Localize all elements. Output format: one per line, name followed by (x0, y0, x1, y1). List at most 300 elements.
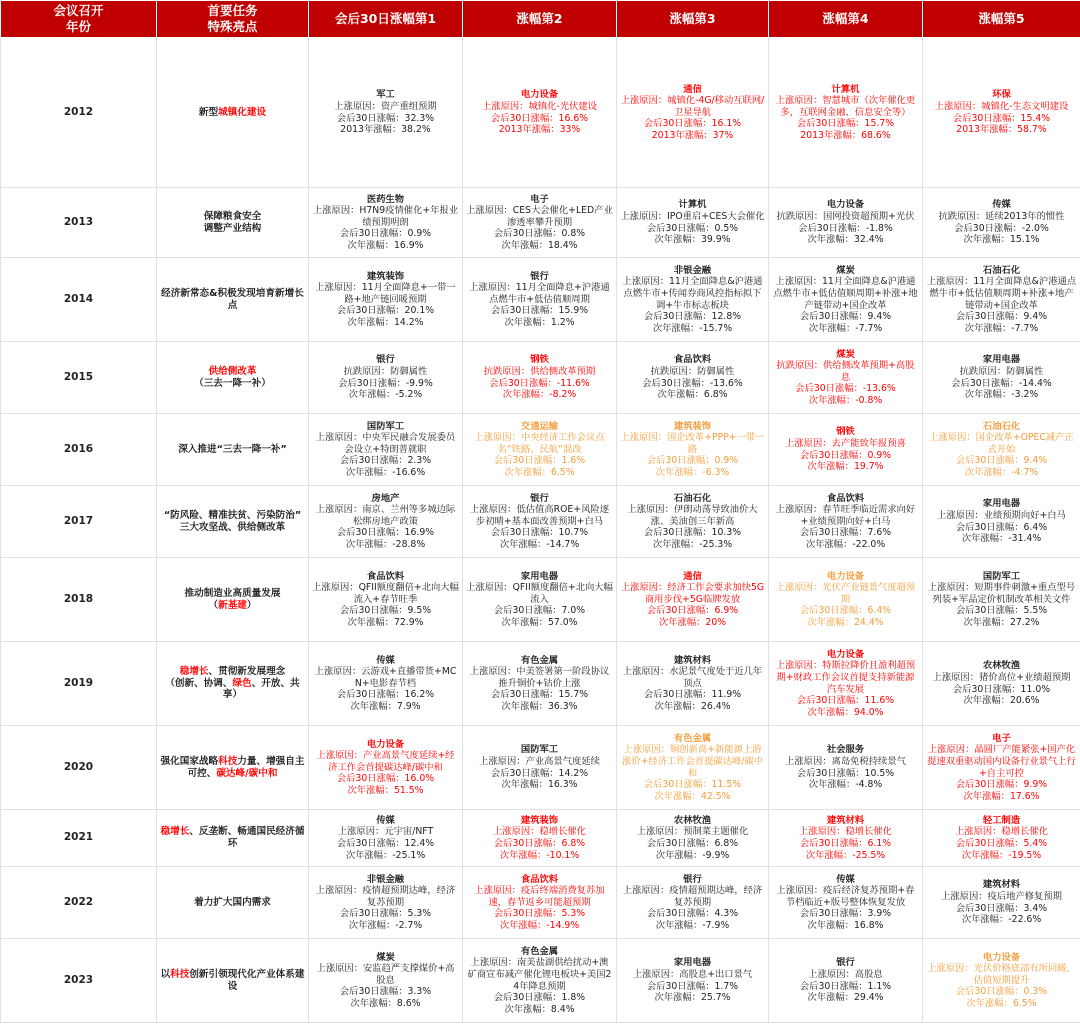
reason-line: 上涨原因：离岛免税持续景气 (785, 755, 906, 767)
rank-1-cell (309, 486, 463, 558)
rank-3-cell (617, 939, 769, 1023)
return-line: 次年涨幅：1.2% (504, 316, 575, 328)
return-line: 次年涨幅：25.7% (654, 992, 731, 1004)
return-line: 会后30日涨幅：11.5% (643, 779, 742, 791)
reason-line: 抗跌原因：国网投资超预期+光伏 (776, 210, 915, 222)
return-line: 会后30日涨幅：16.1% (643, 118, 742, 130)
return-line: 会后30日涨幅：14.2% (490, 767, 589, 779)
sector-name: 食品饮料 (673, 354, 712, 366)
return-line: 次年涨幅：26.4% (654, 700, 731, 712)
task-cell (157, 414, 309, 486)
return-line: 会后30日涨幅：5.3% (339, 908, 432, 920)
task-text: 调整产业结构 (203, 222, 262, 234)
rank-4-cell (769, 38, 923, 188)
reason-line: 上涨原因：晶圆厂产能紧张+国产化提速双重驱动国内设备行业景气上行+自主可控 (927, 744, 1076, 779)
return-line: 次年涨幅：57.0% (501, 616, 578, 628)
sector-name: 石油石化 (982, 264, 1021, 276)
column-header-line: 涨幅第2 (516, 11, 563, 26)
sector-name: 石油石化 (673, 492, 712, 504)
rank-5-cell (923, 414, 1080, 486)
return-line: 次年涨幅：-25.5% (805, 849, 886, 861)
sector-name: 电力设备 (366, 738, 405, 750)
return-line: 会后30日涨幅：10.5% (796, 767, 895, 779)
rank-3-cell (617, 342, 769, 414)
rank-4-cell (769, 558, 923, 642)
sector-name: 轻工制造 (982, 814, 1021, 826)
year-cell: 2017 (1, 486, 157, 558)
task-highlight: 城镇化建设 (218, 106, 267, 118)
task-line (160, 510, 305, 522)
rank-2-cell (463, 867, 617, 939)
reason-line: 上涨原因：QFII额度翻倍+北向大幅流入+春节旺季 (312, 582, 459, 605)
sector-name: 传媒 (376, 654, 395, 666)
return-line: 次年涨幅：24.4% (807, 616, 884, 628)
year-cell: 2014 (1, 258, 157, 342)
return-line: 次年涨幅：-25.1% (345, 849, 426, 861)
sector-name: 有色金属 (520, 945, 559, 957)
reason-line: 上涨原因：稳增长催化 (955, 826, 1048, 838)
return-line: 2013年涨幅：33% (498, 124, 581, 136)
sector-name: 钢铁 (836, 426, 855, 438)
rank-2-cell (463, 414, 617, 486)
year-cell: 2013 (1, 188, 157, 258)
sector-name: 食品饮料 (520, 873, 559, 885)
return-line: 次年涨幅：-9.9% (655, 849, 730, 861)
return-line: 次年涨幅：6.5% (966, 997, 1037, 1009)
sector-name: 建筑装饰 (520, 814, 559, 826)
return-line: 会后30日涨幅：6.9% (646, 605, 739, 617)
column-header-4 (617, 1, 769, 38)
task-text: （三去一降一补） (194, 377, 271, 389)
return-line: 会后30日涨幅：4.3% (646, 908, 739, 920)
rank-3-cell (617, 867, 769, 939)
task-line (160, 897, 305, 909)
rank-3-cell (617, 258, 769, 342)
return-line: 会后30日涨幅：7.0% (493, 605, 586, 617)
column-header-line: 涨幅第4 (822, 11, 869, 26)
year-cell: 2012 (1, 38, 157, 188)
column-header-6 (923, 1, 1080, 38)
sector-name: 交通运输 (520, 420, 559, 432)
return-line: 会后30日涨幅：1.1% (799, 980, 892, 992)
return-line: 次年涨幅：17.6% (963, 790, 1040, 802)
return-line: 会后30日涨幅：0.9% (339, 228, 432, 240)
sector-name: 银行 (683, 873, 702, 885)
reason-line: 上涨原因：产业高景气度延续 (479, 755, 600, 767)
return-line: 次年涨幅：36.3% (501, 700, 578, 712)
return-line: 会后30日涨幅：2.3% (339, 455, 432, 467)
reason-line: 上涨原因：春节旺季临近需求向好+业绩预期向好+白马 (775, 504, 916, 527)
return-line: 会后30日涨幅：9.4% (955, 455, 1048, 467)
year-cell: 2016 (1, 414, 157, 486)
return-line: 会后30日涨幅：15.9% (490, 305, 589, 317)
rank-4-cell (769, 642, 923, 726)
header-row (1, 1, 1080, 38)
return-line: 次年涨幅：16.3% (501, 779, 578, 791)
rank-1-cell (309, 258, 463, 342)
rank-3-cell (617, 486, 769, 558)
return-line: 次年涨幅：16.9% (347, 239, 424, 251)
task-cell (157, 642, 309, 726)
return-line: 会后30日涨幅：-13.6% (795, 383, 896, 395)
return-line: 会后30日涨幅：6.8% (646, 838, 739, 849)
return-line: 会后30日涨幅：5.3% (493, 908, 586, 920)
task-highlight: 稳增长 (160, 826, 190, 838)
return-line: 次年涨幅：-8.2% (502, 389, 577, 401)
return-line: 次年涨幅：29.4% (807, 992, 884, 1004)
sector-name: 煤炭 (836, 264, 855, 276)
sector-name: 非银金融 (673, 264, 712, 276)
return-line: 会后30日涨幅：11.0% (952, 683, 1051, 695)
sector-name: 建筑材料 (673, 654, 712, 666)
return-line: 会后30日涨幅：0.9% (799, 449, 892, 461)
reason-line: 上涨原因：资产重组预期 (334, 100, 437, 112)
task-text: ） (246, 599, 257, 611)
sector-name: 煤炭 (836, 348, 855, 360)
return-line: 会后30日涨幅：0.3% (955, 986, 1048, 998)
task-cell (157, 867, 309, 939)
return-line: 次年涨幅：-22.6% (961, 914, 1042, 926)
reason-line: 上涨原因：特斯拉降价且盈利超预期+财政工作会议首提支持新能源汽车发展 (775, 660, 916, 695)
return-line: 次年涨幅：-5.2% (348, 389, 423, 401)
reason-line: 抗跌原因：供给侧改革预期+高股息 (776, 360, 915, 383)
reason-line: 上涨原因：南京、兰州等多城边际松绑房地产政策 (315, 504, 456, 527)
year-cell: 2018 (1, 558, 157, 642)
task-line (160, 969, 305, 992)
task-text: “防风险、精准扶贫、污染防治” (163, 509, 302, 521)
rank-4-cell (769, 486, 923, 558)
return-line: 次年涨幅：32.4% (807, 234, 884, 246)
rank-5-cell (923, 939, 1080, 1023)
return-line: 次年涨幅：-16.6% (345, 466, 426, 478)
table-row (1, 258, 1080, 342)
task-cell (157, 486, 309, 558)
return-line: 会后30日涨幅：16.6% (490, 112, 589, 124)
column-header-3 (463, 1, 617, 38)
rank-3-cell (617, 642, 769, 726)
reason-line: 上涨原因：疫后终端消费复苏加速，春节返乡可能超预期 (474, 885, 605, 908)
return-line: 会后30日涨幅：16.0% (336, 773, 435, 785)
return-line: 会后30日涨幅：16.9% (336, 527, 435, 539)
return-line: 次年涨幅：-3.2% (964, 389, 1039, 401)
return-line: 会后30日涨幅：11.6% (796, 695, 895, 707)
return-line: 2013年涨幅：37% (651, 129, 734, 141)
task-cell (157, 258, 309, 342)
task-text: （创新、协调、 (165, 677, 233, 689)
return-line: 会后30日涨幅：32.3% (336, 112, 435, 124)
reason-line: 上涨原因：伊朗动荡导致油价大涨、美油创三年新高 (627, 504, 758, 527)
return-line: 会后30日涨幅：3.4% (955, 902, 1048, 914)
table-body (1, 38, 1080, 1023)
table-row (1, 414, 1080, 486)
return-line: 次年涨幅：18.4% (501, 239, 578, 251)
return-line: 会后30日涨幅：16.2% (336, 689, 435, 701)
return-line: 会后30日涨幅：20.1% (336, 305, 435, 317)
return-line: 次年涨幅：42.5% (654, 790, 731, 802)
sector-name: 农林牧渔 (673, 814, 712, 826)
return-line: 次年涨幅：27.2% (963, 616, 1040, 628)
reason-line: 上涨原因：中央经济工作会议点名“铁路、民航”混改 (474, 432, 605, 455)
reason-line: 上涨原因：业绩预期向好+白马 (937, 509, 1066, 521)
table-row (1, 342, 1080, 414)
task-text: 三大攻坚战、供给侧改革 (179, 521, 286, 533)
reason-line: 上涨原因：城镇化-4G/移动互联网/卫星导航 (620, 95, 765, 118)
task-text: 着力扩大国内需求 (194, 896, 271, 908)
return-line: 次年涨幅：-0.8% (808, 394, 883, 406)
reason-line: 上涨原因：城镇化-光伏建设 (482, 100, 597, 112)
sector-name: 家用电器 (673, 957, 712, 969)
sector-name: 石油石化 (982, 420, 1021, 432)
reason-line: 上涨原因：国企改革+OPEC减产正式开始 (929, 432, 1074, 455)
rank-4-cell (769, 939, 923, 1023)
return-line: 会后30日涨幅：6.4% (955, 521, 1048, 533)
sector-name: 环保 (992, 89, 1011, 101)
return-line: 会后30日涨幅：0.9% (646, 455, 739, 467)
sector-name: 医药生物 (366, 193, 405, 205)
rank-2-cell (463, 38, 617, 188)
rank-5-cell (923, 558, 1080, 642)
task-line (160, 107, 305, 119)
task-line (160, 756, 305, 779)
sector-name: 家用电器 (520, 570, 559, 582)
task-text: 创新引领现代化产业体系建设 (189, 968, 305, 992)
reason-line: 上涨原因：稳增长催化 (799, 826, 892, 838)
return-line: 次年涨幅：-4.7% (964, 466, 1039, 478)
return-line: 次年涨幅：7.9% (350, 700, 421, 712)
sector-name: 建筑装饰 (366, 270, 405, 282)
column-header-line: 会议召开 (53, 3, 104, 18)
task-highlight: 供给侧改革 (208, 365, 257, 377)
return-line: 会后30日涨幅：15.7% (490, 689, 589, 701)
return-line: 次年涨幅：-2.7% (348, 919, 423, 931)
reason-line: 上涨原因：稳增长催化 (493, 826, 586, 838)
sector-name: 建筑装饰 (673, 420, 712, 432)
return-line: 次年涨幅：-15.7% (652, 322, 733, 334)
return-line: 会后30日涨幅：7.6% (799, 527, 892, 539)
rank-1-cell (309, 414, 463, 486)
return-line: 会后30日涨幅：9.4% (799, 311, 892, 323)
rank-1-cell (309, 867, 463, 939)
sector-name: 传媒 (992, 199, 1011, 211)
sector-name: 电力设备 (826, 199, 865, 211)
sector-name: 家用电器 (982, 354, 1021, 366)
rank-5-cell (923, 810, 1080, 867)
reason-line: 上涨原因：11月全面降息+一带一路+地产链回暖预期 (315, 282, 456, 305)
rank-4-cell (769, 414, 923, 486)
task-line (160, 678, 305, 701)
table-row (1, 486, 1080, 558)
rank-1-cell (309, 558, 463, 642)
sector-name: 银行 (530, 492, 549, 504)
return-line: 次年涨幅：6.8% (657, 389, 728, 401)
sector-name: 国防军工 (520, 744, 559, 756)
return-line: 次年涨幅：16.8% (807, 919, 884, 931)
sector-name: 社会服务 (826, 744, 865, 756)
reason-line: 上涨原因：高股息 (808, 968, 883, 980)
rank-2-cell (463, 342, 617, 414)
return-line: 会后30日涨幅：6.1% (799, 838, 892, 849)
reason-line: 上涨原因：IPO重启+CES大会催化 (620, 210, 765, 222)
reason-line: 抗跌原因：供给侧改革预期 (483, 365, 596, 377)
task-text: 、反垄断、畅通国民经济循环 (189, 826, 305, 849)
return-line: 会后30日涨幅：-9.9% (338, 377, 433, 389)
return-line: 次年涨幅：6.5% (504, 466, 575, 478)
return-line: 次年涨幅：20% (658, 616, 727, 628)
column-header-0 (1, 1, 157, 38)
reason-line: 上涨原因：H7N9疫情催化+年报业绩预期明朗 (312, 205, 459, 228)
return-line: 会后30日涨幅：12.4% (336, 838, 435, 849)
sector-name: 电力设备 (520, 89, 559, 101)
reason-line: 上涨原因：中央军民融合发展委员会设立+特朗普就职 (315, 432, 456, 455)
rank-1-cell (309, 726, 463, 810)
column-header-1 (157, 1, 309, 38)
return-line: 会后30日涨幅：15.4% (952, 112, 1051, 124)
task-line (160, 666, 305, 678)
task-highlight: 稳增长 (179, 666, 209, 678)
sector-name: 通信 (683, 570, 702, 582)
rank-4-cell (769, 726, 923, 810)
sector-name: 非银金融 (366, 873, 405, 885)
sector-name: 食品饮料 (366, 570, 405, 582)
task-line (160, 444, 305, 456)
sector-name: 国防军工 (366, 420, 405, 432)
sector-name: 传媒 (836, 873, 855, 885)
table-row (1, 38, 1080, 188)
sector-name: 通信 (683, 83, 702, 95)
return-line: 会后30日涨幅：15.7% (796, 118, 895, 130)
return-line: 会后30日涨幅：10.3% (643, 527, 742, 539)
task-line (160, 522, 305, 534)
rank-5-cell (923, 342, 1080, 414)
task-text: 新型 (198, 106, 219, 118)
rank-5-cell (923, 726, 1080, 810)
return-line: 会后30日涨幅：3.9% (799, 908, 892, 920)
rank-5-cell (923, 642, 1080, 726)
task-cell (157, 939, 309, 1023)
sector-name: 计算机 (831, 83, 860, 95)
reason-line: 上涨原因：云游戏+直播带货+MCN+电影春节档 (314, 666, 457, 689)
return-line: 会后30日涨幅：9.4% (955, 311, 1048, 323)
column-header-line: 涨幅第5 (978, 11, 1025, 26)
reason-line: 上涨原因：高股息+出口景气 (632, 968, 753, 980)
table-row (1, 726, 1080, 810)
sector-name: 电子 (530, 193, 549, 205)
year-cell: 2023 (1, 939, 157, 1023)
return-line: 次年涨幅：8.4% (504, 1003, 575, 1015)
sector-name: 计算机 (678, 199, 707, 211)
reason-line: 上涨原因：低估值高ROE+风险逐步初晴+基本面改善预期+白马 (469, 504, 609, 527)
return-line: 次年涨幅：15.1% (963, 234, 1040, 246)
task-text: 经济新常态&积极发现培育新增长点 (161, 287, 304, 311)
return-line: 次年涨幅：19.7% (807, 461, 884, 473)
rank-1-cell (309, 810, 463, 867)
reason-line: 抗跌原因：防御属性 (959, 365, 1044, 377)
task-highlight: 碳达峰/碳中和 (216, 767, 278, 779)
rank-5-cell (923, 258, 1080, 342)
rank-2-cell (463, 188, 617, 258)
reason-line: 上涨原因：疫情超预期达峰，经济复苏预期 (315, 885, 456, 908)
rank-5-cell (923, 38, 1080, 188)
return-line: 会后30日涨幅：-1.8% (798, 222, 893, 234)
task-cell (157, 726, 309, 810)
rank-3-cell (617, 188, 769, 258)
sector-name: 钢铁 (530, 354, 549, 366)
rank-1-cell (309, 642, 463, 726)
rank-3-cell (617, 726, 769, 810)
table-row (1, 188, 1080, 258)
table-row (1, 642, 1080, 726)
task-line (160, 826, 305, 849)
reason-line: 上涨原因：QFII额度翻倍+北向大幅流入 (466, 582, 613, 605)
reason-line: 上涨原因：铜创新高+新能源上游涨价+经济工作会首提碳达峰/碳中和 (621, 744, 764, 779)
task-text: 保障粮食安全 (203, 210, 262, 222)
return-line: 次年涨幅：-10.1% (499, 849, 580, 861)
return-line: 次年涨幅：-22.0% (805, 538, 886, 550)
return-line: 次年涨幅：51.5% (347, 784, 424, 796)
reason-line: 上涨原因：疫后经济复苏预期+春节档临近+版号整体恢复发放 (776, 885, 915, 908)
column-header-5 (769, 1, 923, 38)
rank-3-cell (617, 414, 769, 486)
return-line: 会后30日涨幅：-11.6% (489, 377, 590, 389)
sector-name: 农林牧渔 (982, 660, 1021, 672)
reason-line: 抗跌原因：防御属性 (650, 365, 735, 377)
return-line: 次年涨幅：-7.9% (655, 919, 730, 931)
reason-line: 上涨原因：安监趋严支撑煤价+高股息 (316, 963, 455, 986)
reason-line: 上涨原因：国企改革+PPP+一带一路 (620, 432, 765, 455)
sector-name: 传媒 (376, 814, 395, 826)
reason-line: 上涨原因：预制菜主题催化 (636, 826, 749, 838)
column-header-line: 特殊亮点 (207, 19, 258, 34)
return-line: 会后30日涨幅：-13.6% (642, 377, 743, 389)
return-line: 次年涨幅：94.0% (807, 706, 884, 718)
reason-line: 上涨原因：中美签署第一阶段协议推升铜价+钴价上涨 (469, 666, 610, 689)
rank-4-cell (769, 258, 923, 342)
return-line: 次年涨幅：-31.4% (961, 533, 1042, 545)
reason-line: 上涨原因：产业高景气度延续+经济工作会首提碳达峰/碳中和 (316, 750, 455, 773)
rank-5-cell (923, 867, 1080, 939)
rank-2-cell (463, 810, 617, 867)
return-line: 会后30日涨幅：10.7% (490, 527, 589, 539)
reason-line: 上涨原因：11月全面降息&沪港通点燃牛市+传闻券商风控指标拟下调+牛市标志板块 (622, 276, 763, 311)
sector-name: 电力设备 (826, 648, 865, 660)
reason-line: 抗跌原因：延续2013年的惯性 (938, 210, 1065, 222)
table-row (1, 558, 1080, 642)
rank-3-cell (617, 810, 769, 867)
return-line: 次年涨幅：8.6% (350, 997, 421, 1009)
reason-line: 上涨原因：疫后地产修复预期 (941, 890, 1062, 902)
rank-5-cell (923, 188, 1080, 258)
sector-name: 银行 (836, 957, 855, 969)
return-line: 2013年涨幅：68.6% (800, 129, 891, 141)
rank-2-cell (463, 642, 617, 726)
reason-line: 上涨原因：11月全面降息+沪港通点燃牛市+低估值顺周期 (469, 282, 610, 305)
return-line: 会后30日涨幅：1.8% (493, 992, 586, 1004)
rank-4-cell (769, 867, 923, 939)
year-cell: 2021 (1, 810, 157, 867)
return-line: 次年涨幅：-25.3% (652, 538, 733, 550)
sector-name: 建筑材料 (982, 879, 1021, 891)
rank-1-cell (309, 188, 463, 258)
table-row (1, 867, 1080, 939)
task-line (160, 588, 305, 600)
reason-line: 上涨原因：短期事件刺激+重点型号列装+军品定价机制改革相关文件 (927, 582, 1076, 605)
task-text: （ (208, 599, 219, 611)
reason-line: 上涨原因：CES大会催化+LED产业渗透率攀升预期 (466, 205, 613, 228)
task-cell (157, 38, 309, 188)
reason-line: 上涨原因：水泥景气度处于近几年顶点 (622, 666, 763, 689)
task-text: 力量、增强自主可控、 (187, 755, 305, 779)
sector-name: 有色金属 (673, 732, 712, 744)
